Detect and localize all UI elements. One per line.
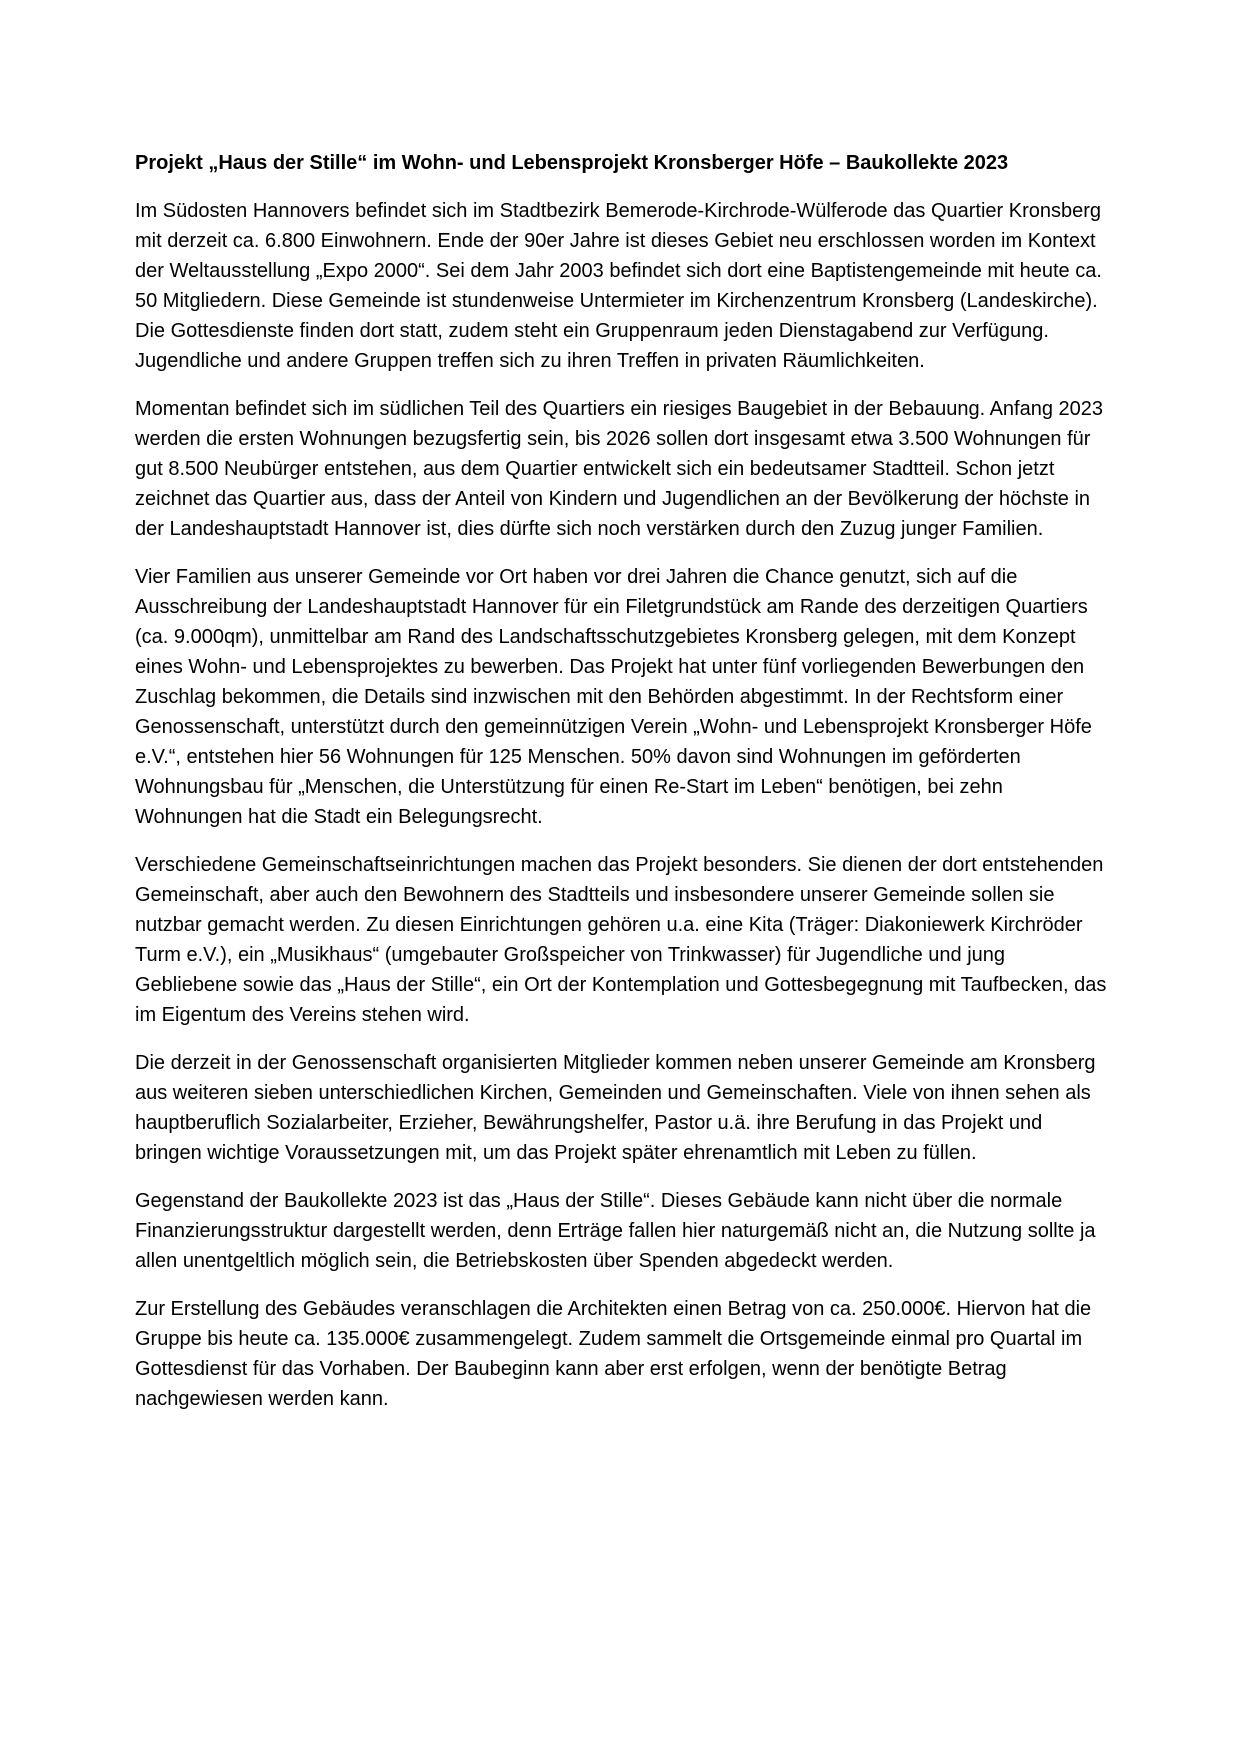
paragraph-4: Verschiedene Gemeinschaftseinrichtungen machen das Projekt besonders. Sie dienen der dort entstehenden Gemeinschaft, aber auch den Bewohnern des Stadtteils und insbesondere unserer Gemeinde sollen sie nutzbar gemacht werden. Zu diesen Einrichtungen gehören u.a. eine Kita (Träger: Diakoniewerk Kirchröder Turm e.V.), ein „Musikhaus“ (umgebauter Großspeicher von Trinkwasser) für Jugendliche und jung Gebliebene sowie das „Haus der Stille“, ein Ort der Kontemplation und Gottesbegegnung mit Taufbecken, das im Eigentum des Vereins stehen wird.: [135, 854, 1107, 1026]
paragraph-3: Vier Familien aus unserer Gemeinde vor Ort haben vor drei Jahren die Chance genutzt, sich auf die Ausschreibung der Landeshauptstadt Hannover für ein Filetgrundstück am Rande des derzeitigen Quartiers (ca. 9.000qm), unmittelbar am Rand des Landschaftsschutzgebietes Kronsberg gelegen, mit dem Konzept eines Wohn- und Lebensprojektes zu bewerben. Das Projekt hat unter fünf vorliegenden Bewerbungen den Zuschlag bekommen, die Details sind inzwischen mit den Behörden abgestimmt. In der Rechtsform einer Genossenschaft, unterstützt durch den gemeinnützigen Verein „Wohn- und Lebensprojekt Kronsberger Höfe e.V.“, entstehen hier 56 Wohnungen für 125 Menschen. 50% davon sind Wohnungen im geförderten Wohnungsbau für „Menschen, die Unterstützung für einen Re-Start im Leben“ benötigen, bei zehn Wohnungen hat die Stadt ein Belegungsrecht.: [135, 566, 1092, 828]
paragraph-2: Momentan befindet sich im südlichen Teil des Quartiers ein riesiges Baugebiet in der Bebauung. Anfang 2023 werden die ersten Wohnungen bezugsfertig sein, bis 2026 sollen dort insgesamt etwa 3.500 Wohnungen für gut 8.500 Neubürger entstehen, aus dem Quartier entwickelt sich ein bedeutsamer Stadtteil. Schon jetzt zeichnet das Quartier aus, dass der Anteil von Kindern und Jugendlichen an der Bevölkerung der höchste in der Landeshauptstadt Hannover ist, dies dürfte sich noch verstärken durch den Zuzug junger Familien.: [135, 398, 1104, 540]
paragraph-6: Gegenstand der Baukollekte 2023 ist das „Haus der Stille“. Dieses Gebäude kann nicht über die normale Finanzierungsstruktur dargestellt werden, denn Erträge fallen hier naturgemäß nicht an, die Nutzung sollte ja allen unentgeltlich möglich sein, die Betriebskosten über Spenden abgedeckt werden.: [135, 1190, 1096, 1272]
paragraph-1: Im Südosten Hannovers befindet sich im Stadtbezirk Bemerode-Kirchrode-Wülferode das Quartier Kronsberg mit derzeit ca. 6.800 Einwohnern. Ende der 90er Jahre ist dieses Gebiet neu erschlossen worden im Kontext der Weltausstellung „Expo 2000“. Sei dem Jahr 2003 befindet sich dort eine Baptistengemeinde mit heute ca. 50 Mitgliedern. Diese Gemeinde ist stundenweise Untermieter im Kirchenzentrum Kronsberg (Landeskirche). Die Gottesdienste finden dort statt, zudem steht ein Gruppenraum jeden Dienstagabend zur Verfügung. Jugendliche und andere Gruppen treffen sich zu ihren Treffen in privaten Räumlichkeiten.: [135, 200, 1102, 372]
paragraph-5: Die derzeit in der Genossenschaft organisierten Mitglieder kommen neben unserer Gemeinde am Kronsberg aus weiteren sieben unterschiedlichen Kirchen, Gemeinden und Gemeinschaften. Viele von ihnen sehen als hauptberuflich Sozialarbeiter, Erzieher, Bewährungshelfer, Pastor u.ä. ihre Berufung in das Projekt und bringen wichtige Voraussetzungen mit, um das Projekt später ehrenamtlich mit Leben zu füllen.: [135, 1052, 1096, 1164]
document-title: Projekt „Haus der Stille“ im Wohn- und Lebensprojekt Kronsberger Höfe – Baukollekte 2023: [135, 152, 1009, 174]
paragraph-7: Zur Erstellung des Gebäudes veranschlagen die Architekten einen Betrag von ca. 250.000€. Hiervon hat die Gruppe bis heute ca. 135.000€ zusammengelegt. Zudem sammelt die Ortsgemeinde einmal pro Quartal im Gottesdienst für das Vorhaben. Der Baubeginn kann aber erst erfolgen, wenn der benötigte Betrag nachgewiesen werden kann.: [135, 1298, 1092, 1410]
